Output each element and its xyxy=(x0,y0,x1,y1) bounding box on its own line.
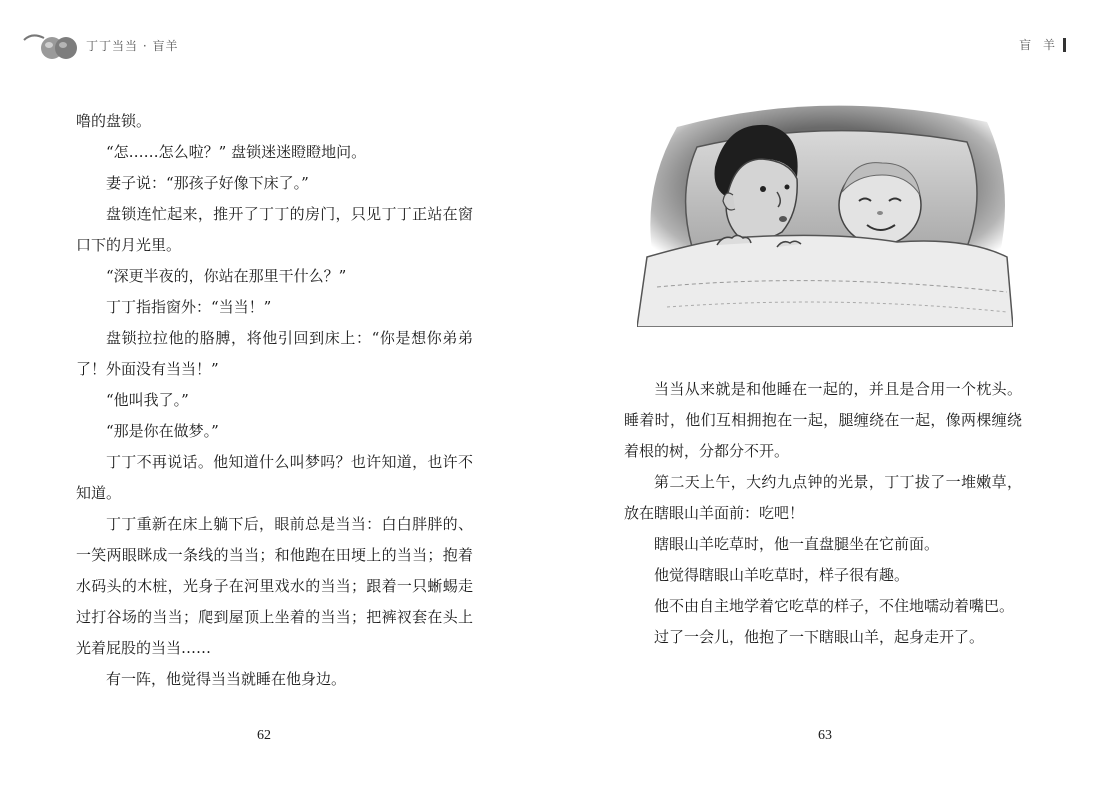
chapter-title: 盲 羊 xyxy=(1019,38,1059,52)
paragraph: 盘锁拉拉他的胳膊，将他引回到床上：“你是想你弟弟了！外面没有当当！” xyxy=(76,329,473,378)
right-body-text xyxy=(624,374,1022,653)
paragraph: 当当从来就是和他睡在一起的，并且是合用一个枕头。睡着时，他们互相拥抱在一起，腿缠绕在一起，像两棵缠绕着根的树，分都分不开。 xyxy=(624,380,1022,460)
paragraph: “怎……怎么啦？” 盘锁迷迷瞪瞪地问。 xyxy=(106,143,367,161)
paragraph: 妻子说：“那孩子好像下床了。” xyxy=(106,174,309,192)
header-bar xyxy=(1063,38,1066,52)
paragraph: 他觉得瞎眼山羊吃草时，样子很有趣。 xyxy=(654,566,910,584)
series-title: 丁丁当当 · 盲羊 xyxy=(86,38,179,53)
page-number-right: 63 xyxy=(818,728,832,743)
paragraph: “他叫我了。” xyxy=(106,391,189,409)
paragraph: 丁丁不再说话。他知道什么叫梦吗？也许知道，也许不知道。 xyxy=(76,453,473,502)
paragraph: 第二天上午，大约九点钟的光景，丁丁拔了一堆嫩草，放在瞎眼山羊面前：吃吧！ xyxy=(624,473,1022,522)
paragraph: 丁丁重新在床上躺下后，眼前总是当当：白白胖胖的、一笑两眼眯成一条线的当当；和他跑在田埂上的当当；抱着水码头的木桩，光身子在河里戏水的当当；跟着一只蜥蜴走过打谷场的当当；爬到屋顶上坐着的当当；把裤衩套在头上光着屁股的当当…… xyxy=(76,515,473,657)
series-header xyxy=(22,28,178,62)
paragraph: 他不由自主地学着它吃草的样子，不住地嚅动着嘴巴。 xyxy=(654,597,1015,615)
paragraph: 过了一会儿，他抱了一下瞎眼山羊，起身走开了。 xyxy=(654,628,985,646)
paragraph: 瞎眼山羊吃草时，他一直盘腿坐在它前面。 xyxy=(654,535,940,553)
gourd-logo-icon xyxy=(22,28,82,62)
left-body-text xyxy=(76,106,473,695)
paragraph: 丁丁指指窗外：“当当！” xyxy=(106,298,272,316)
paragraph: 噜的盘锁。 xyxy=(76,112,152,130)
paragraph: 盘锁连忙起来，推开了丁丁的房门，只见丁丁正站在窗口下的月光里。 xyxy=(76,205,473,254)
page-number-left: 62 xyxy=(257,728,271,743)
paragraph: “那是你在做梦。” xyxy=(106,422,219,440)
paragraph: 有一阵，他觉得当当就睡在他身边。 xyxy=(106,670,347,688)
chapter-header xyxy=(1019,36,1066,53)
two-boys-in-bed-illustration-icon xyxy=(637,97,1013,327)
paragraph: “深更半夜的，你站在那里干什么？” xyxy=(106,267,347,285)
